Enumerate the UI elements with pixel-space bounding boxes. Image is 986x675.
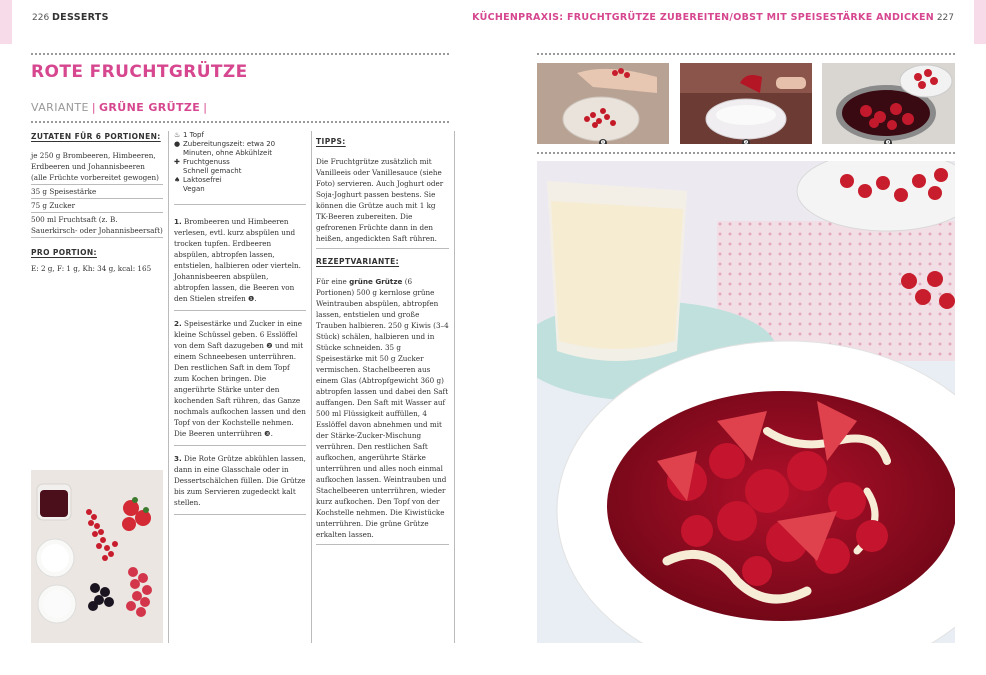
column-divider (168, 131, 169, 643)
meta-item (174, 140, 306, 158)
ingredients-photo (31, 470, 163, 643)
meta-item (174, 167, 306, 176)
meta-text: 1 Topf (183, 131, 204, 139)
column-divider (454, 131, 455, 643)
divider-dotted (537, 152, 955, 154)
step-photo-3 (822, 63, 955, 144)
portion-values: E: 2 g, F: 1 g, Kh: 34 g, kcal: 165 (31, 264, 152, 273)
meta-text: Schnell gemacht (183, 167, 242, 175)
step-badge: ❸ (884, 139, 892, 144)
step-number: 3. (174, 454, 182, 463)
main-dessert-photo (537, 161, 955, 643)
meta-item (174, 131, 306, 140)
pot-icon: ♨ (174, 131, 181, 139)
variant-text-part: Für eine (316, 277, 350, 286)
variant-text-part: (6 Portionen) 500 g kernlose grüne Weintrauben abspülen, abtropfen lassen, entstielen und große Trauben halbieren. 250 g Kiwis (3–4 Stück) schälen, halbieren und in Stücke schneiden. 35 g Speisestärke mit 50 g Zucker vermischen. Stachelbeeren aus einem Glas (Abtropfgewicht 360 g) abtropfen lassen und dabei den Saft auffangen. Den Saft mit Wasser auf 500 ml Flüssigkeit auffüllen, 4 Esslöffel davon abnehmen und mit der Stärke-Zucker-Mischung verrühren. Den restlichen Saft aufkochen, angerührte Stärke unterrühren und alles noch einmal aufkochen lassen. Weintrauben und Stachelbeeren unterrühren, wieder kurz aufkochen. Den Topf von der Kochstelle nehmen. Die Kiwistücke unterrühren. Die grüne Grütze erkalten lassen. (316, 277, 449, 539)
step-item (174, 446, 306, 515)
step-text: Brombeeren und Himbeeren verlesen, evtl. kurz abspülen und trocken tupfen. Erdbeeren abspülen, abtropfen lassen, entstielen, halbieren oder vierteln. Johannisbeeren abspülen, abtropfen lassen, die Beeren von den Stielen streifen ❶. (174, 217, 301, 303)
column-divider (311, 131, 312, 643)
step-number: 2. (174, 319, 182, 328)
variant-separator: | (203, 101, 208, 114)
meta-item (174, 185, 306, 194)
divider-dotted (537, 53, 955, 55)
recipe-variant-text (316, 276, 449, 545)
meta-divider (174, 194, 306, 205)
meta-item (174, 176, 306, 185)
step-item (174, 311, 306, 446)
page-tab-left (0, 0, 12, 44)
clock-icon: ● (174, 140, 181, 148)
meta-text: Fruchtgenuss (183, 158, 230, 166)
recipe-variant-heading: REZEPTVARIANTE: (316, 257, 400, 266)
ingredient-item: je 250 g Brombeeren, Himbeeren, Erdbeeren und Johannisbeeren (alle Früchte vorbereitet gewogen) (31, 149, 163, 185)
step-text: Speisestärke und Zucker in eine kleine Schüssel geben. 6 Esslöffel von dem Saft dazugeben ❷ und mit einem Schneebesen unterrühren. Den restlichen Saft in dem Topf zum Kochen bringen. Die angerührte Stärke unter den kochenden Saft rühren, das Ganze nochmals aufkochen lassen und den Topf von der Kochstelle nehmen. Die Beeren unterrühren ❸. (174, 319, 306, 438)
steps-column (174, 131, 306, 515)
variant-line (31, 101, 210, 114)
step-badge: ❶ (599, 139, 607, 144)
meta-text: Zubereitungszeit: etwa 20 Minuten, ohne Abkühlzeit (183, 140, 276, 157)
step-badge: ❷ (742, 139, 750, 144)
plus-icon: ✚ (174, 158, 180, 166)
page-number-left: 226 (32, 13, 50, 23)
step-photo-2 (680, 63, 812, 144)
step-item (174, 205, 306, 311)
section-title-left: DESSERTS (52, 12, 109, 23)
meta-item (174, 158, 306, 167)
meta-text: Laktosefrei (183, 176, 222, 184)
tips-column (316, 136, 449, 545)
meta-text: Vegan (183, 185, 205, 193)
step-number: 1. (174, 217, 182, 226)
page-number-right: 227 (936, 13, 954, 23)
step-text: Die Rote Grütze abkühlen lassen, dann in eine Glasschale oder in Dessertschälchen füllen. Die Grütze bis zum Servieren zugedeckt kalt stellen. (174, 454, 306, 507)
page-tab-right (974, 0, 986, 44)
leaf-icon: ♠ (174, 176, 181, 184)
section-title-right: KÜCHENPRAXIS: FRUCHTGRÜTZE ZUBEREITEN/OBST MIT SPEISESTÄRKE ANDICKEN (472, 12, 934, 23)
ingredient-item: 500 ml Fruchtsaft (z. B. Sauerkirsch- oder Johannisbeersaft) (31, 213, 163, 238)
variant-value: GRÜNE GRÜTZE (98, 101, 201, 114)
tips-heading: TIPPS: (316, 137, 346, 146)
meta-list (174, 131, 306, 194)
variant-text-bold: grüne Grütze (349, 277, 403, 286)
divider-dotted (31, 53, 449, 55)
ingredients-heading: ZUTATEN FÜR 6 PORTIONEN: (31, 132, 161, 141)
portion-heading: PRO PORTION: (31, 248, 97, 257)
ingredient-item: 75 g Zucker (31, 199, 163, 213)
tips-text: Die Fruchtgrütze zusätzlich mit Vanilleeis oder Vanillesauce (siehe Foto) servieren. Auch Joghurt oder Soja-Joghurt passen bestens. Sie können die Grütze auch mit 1 kg TK-Beeren zubereiten. Die gefrorenen Früchte dann in den heißen, angedickten Saft rühren. (316, 156, 449, 249)
ingredient-item: 35 g Speisestärke (31, 185, 163, 199)
ingredients-column (31, 131, 163, 274)
step-photo-1 (537, 63, 669, 144)
variant-separator: | (91, 101, 96, 114)
divider-dotted (31, 121, 449, 123)
recipe-title: ROTE FRUCHTGRÜTZE (31, 62, 248, 82)
variant-label: VARIANTE (31, 101, 89, 114)
